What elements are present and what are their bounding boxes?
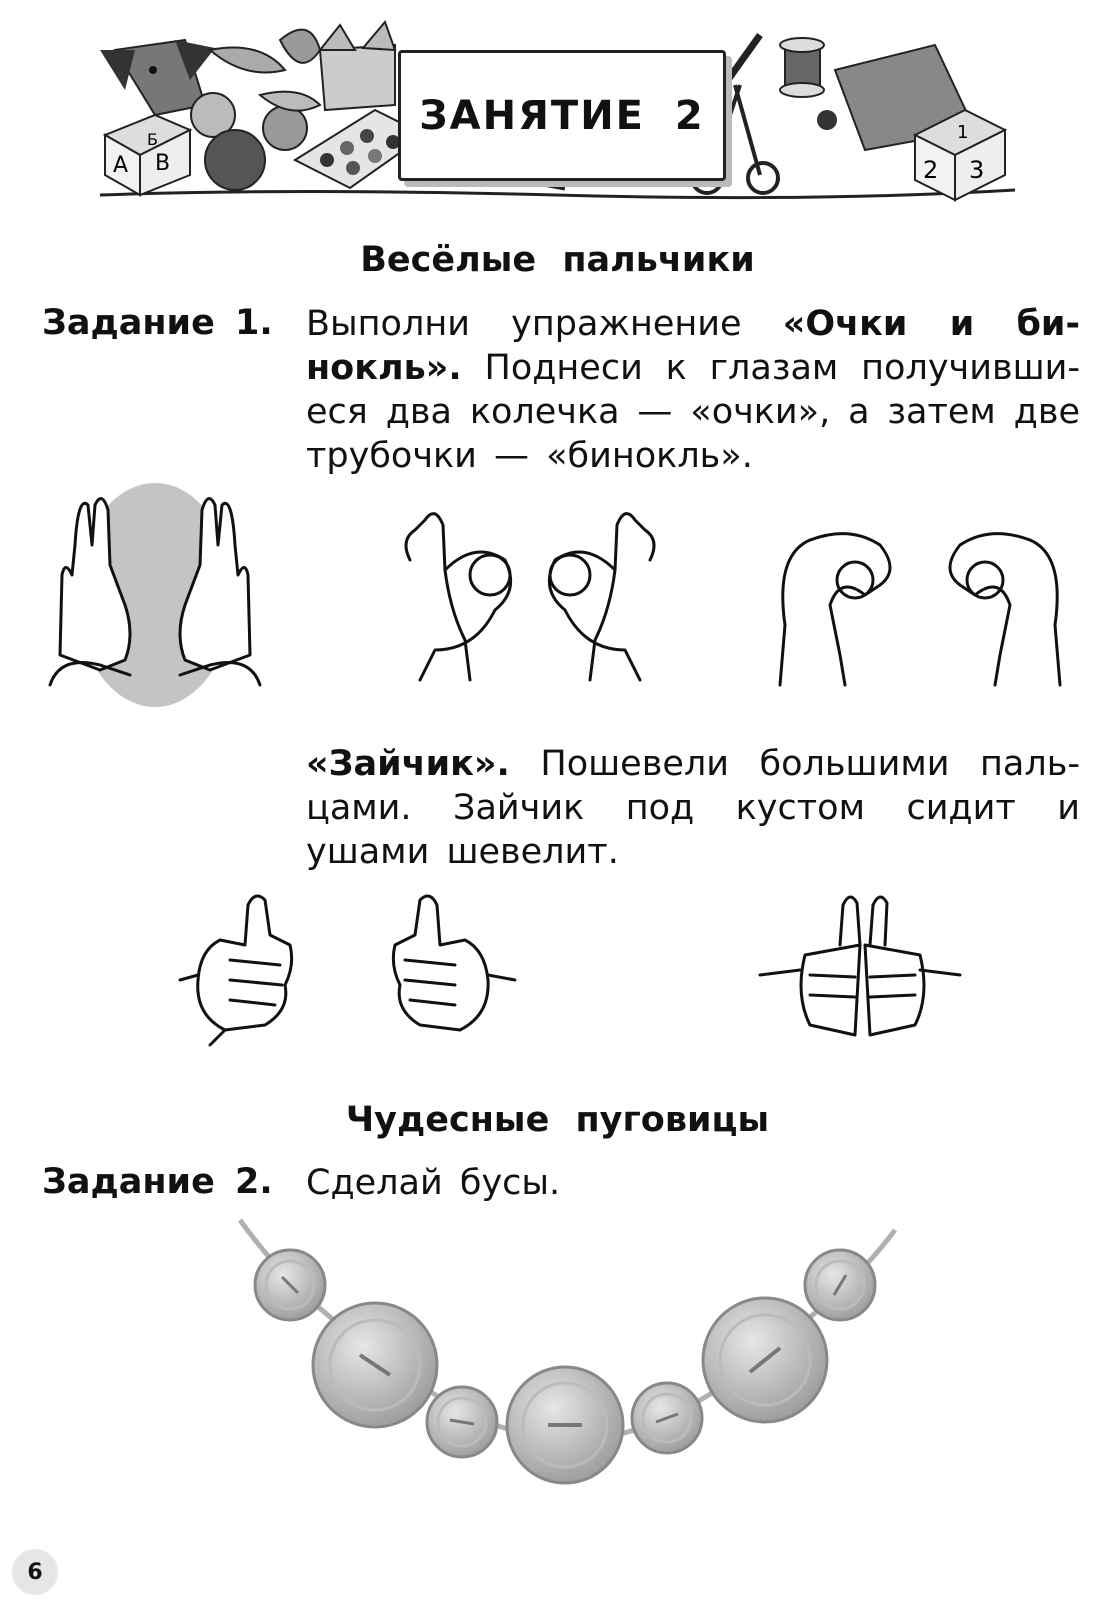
cat-origami-icon xyxy=(320,22,395,110)
section-title-fun-fingers: Весёлые пальчики xyxy=(360,240,755,280)
section-title-wonderful-buttons: Чудесные пуговицы xyxy=(345,1100,770,1140)
task-1-instructions: Поднеси к глазам получивши-еся два колечка — «очки», а затем две трубочки — «бинокль». xyxy=(306,348,1080,476)
block-digit-3: 3 xyxy=(969,156,985,184)
necklace-button xyxy=(507,1367,623,1483)
leaf-icon xyxy=(260,92,320,111)
leaf-icon xyxy=(210,48,285,73)
exercise-bunny-instructions: Пошевели большими паль-цами. Зайчик под кустом сидит и ушами шевелит. xyxy=(306,744,1080,872)
necklace-button xyxy=(255,1250,325,1320)
task-1-label: Задание 1. xyxy=(42,303,273,343)
lesson-title: ЗАНЯТИЕ 2 xyxy=(419,92,705,139)
yarn-ball-icon xyxy=(205,130,265,190)
necklace-button xyxy=(427,1387,497,1457)
task-1-exercise-name-1: «Очки и би- xyxy=(782,304,1080,344)
task-1-text xyxy=(306,302,1080,478)
necklace-button xyxy=(313,1303,437,1427)
hands-palms-illustration xyxy=(40,485,270,715)
task-1-exercise-name-2: нокль». xyxy=(306,348,462,388)
block-letter-a: А xyxy=(113,153,129,178)
lesson-title-box xyxy=(398,50,726,181)
necklace-button xyxy=(805,1250,875,1320)
necklace-button xyxy=(632,1383,702,1453)
task-2-text: Сделай бусы. xyxy=(306,1163,561,1203)
alphabet-block-icon xyxy=(105,115,190,195)
hands-glasses-illustration xyxy=(395,500,665,700)
thread-spool-icon xyxy=(780,38,824,97)
exercise-bunny-text xyxy=(306,742,1080,874)
block-digit-2: 2 xyxy=(923,156,939,184)
necklace-button xyxy=(703,1298,827,1422)
button-necklace-illustration xyxy=(230,1210,910,1490)
hands-thumbs-up-illustration xyxy=(170,885,530,1055)
block-digit-1: 1 xyxy=(957,122,969,143)
task-2-label: Задание 2. xyxy=(42,1162,273,1202)
hands-binoculars-illustration xyxy=(770,515,1070,695)
button-icon xyxy=(817,110,837,130)
task-1-lead: Выполни упражнение xyxy=(306,304,783,344)
page-number: 6 xyxy=(12,1549,58,1595)
hands-bunny-ears-illustration xyxy=(755,885,965,1055)
block-letter-v: В xyxy=(155,151,171,176)
exercise-bunny-name: «Зайчик». xyxy=(306,744,510,784)
button-icon xyxy=(263,106,307,150)
block-letter-b: Б xyxy=(147,130,158,149)
leaf-icon xyxy=(280,30,320,63)
